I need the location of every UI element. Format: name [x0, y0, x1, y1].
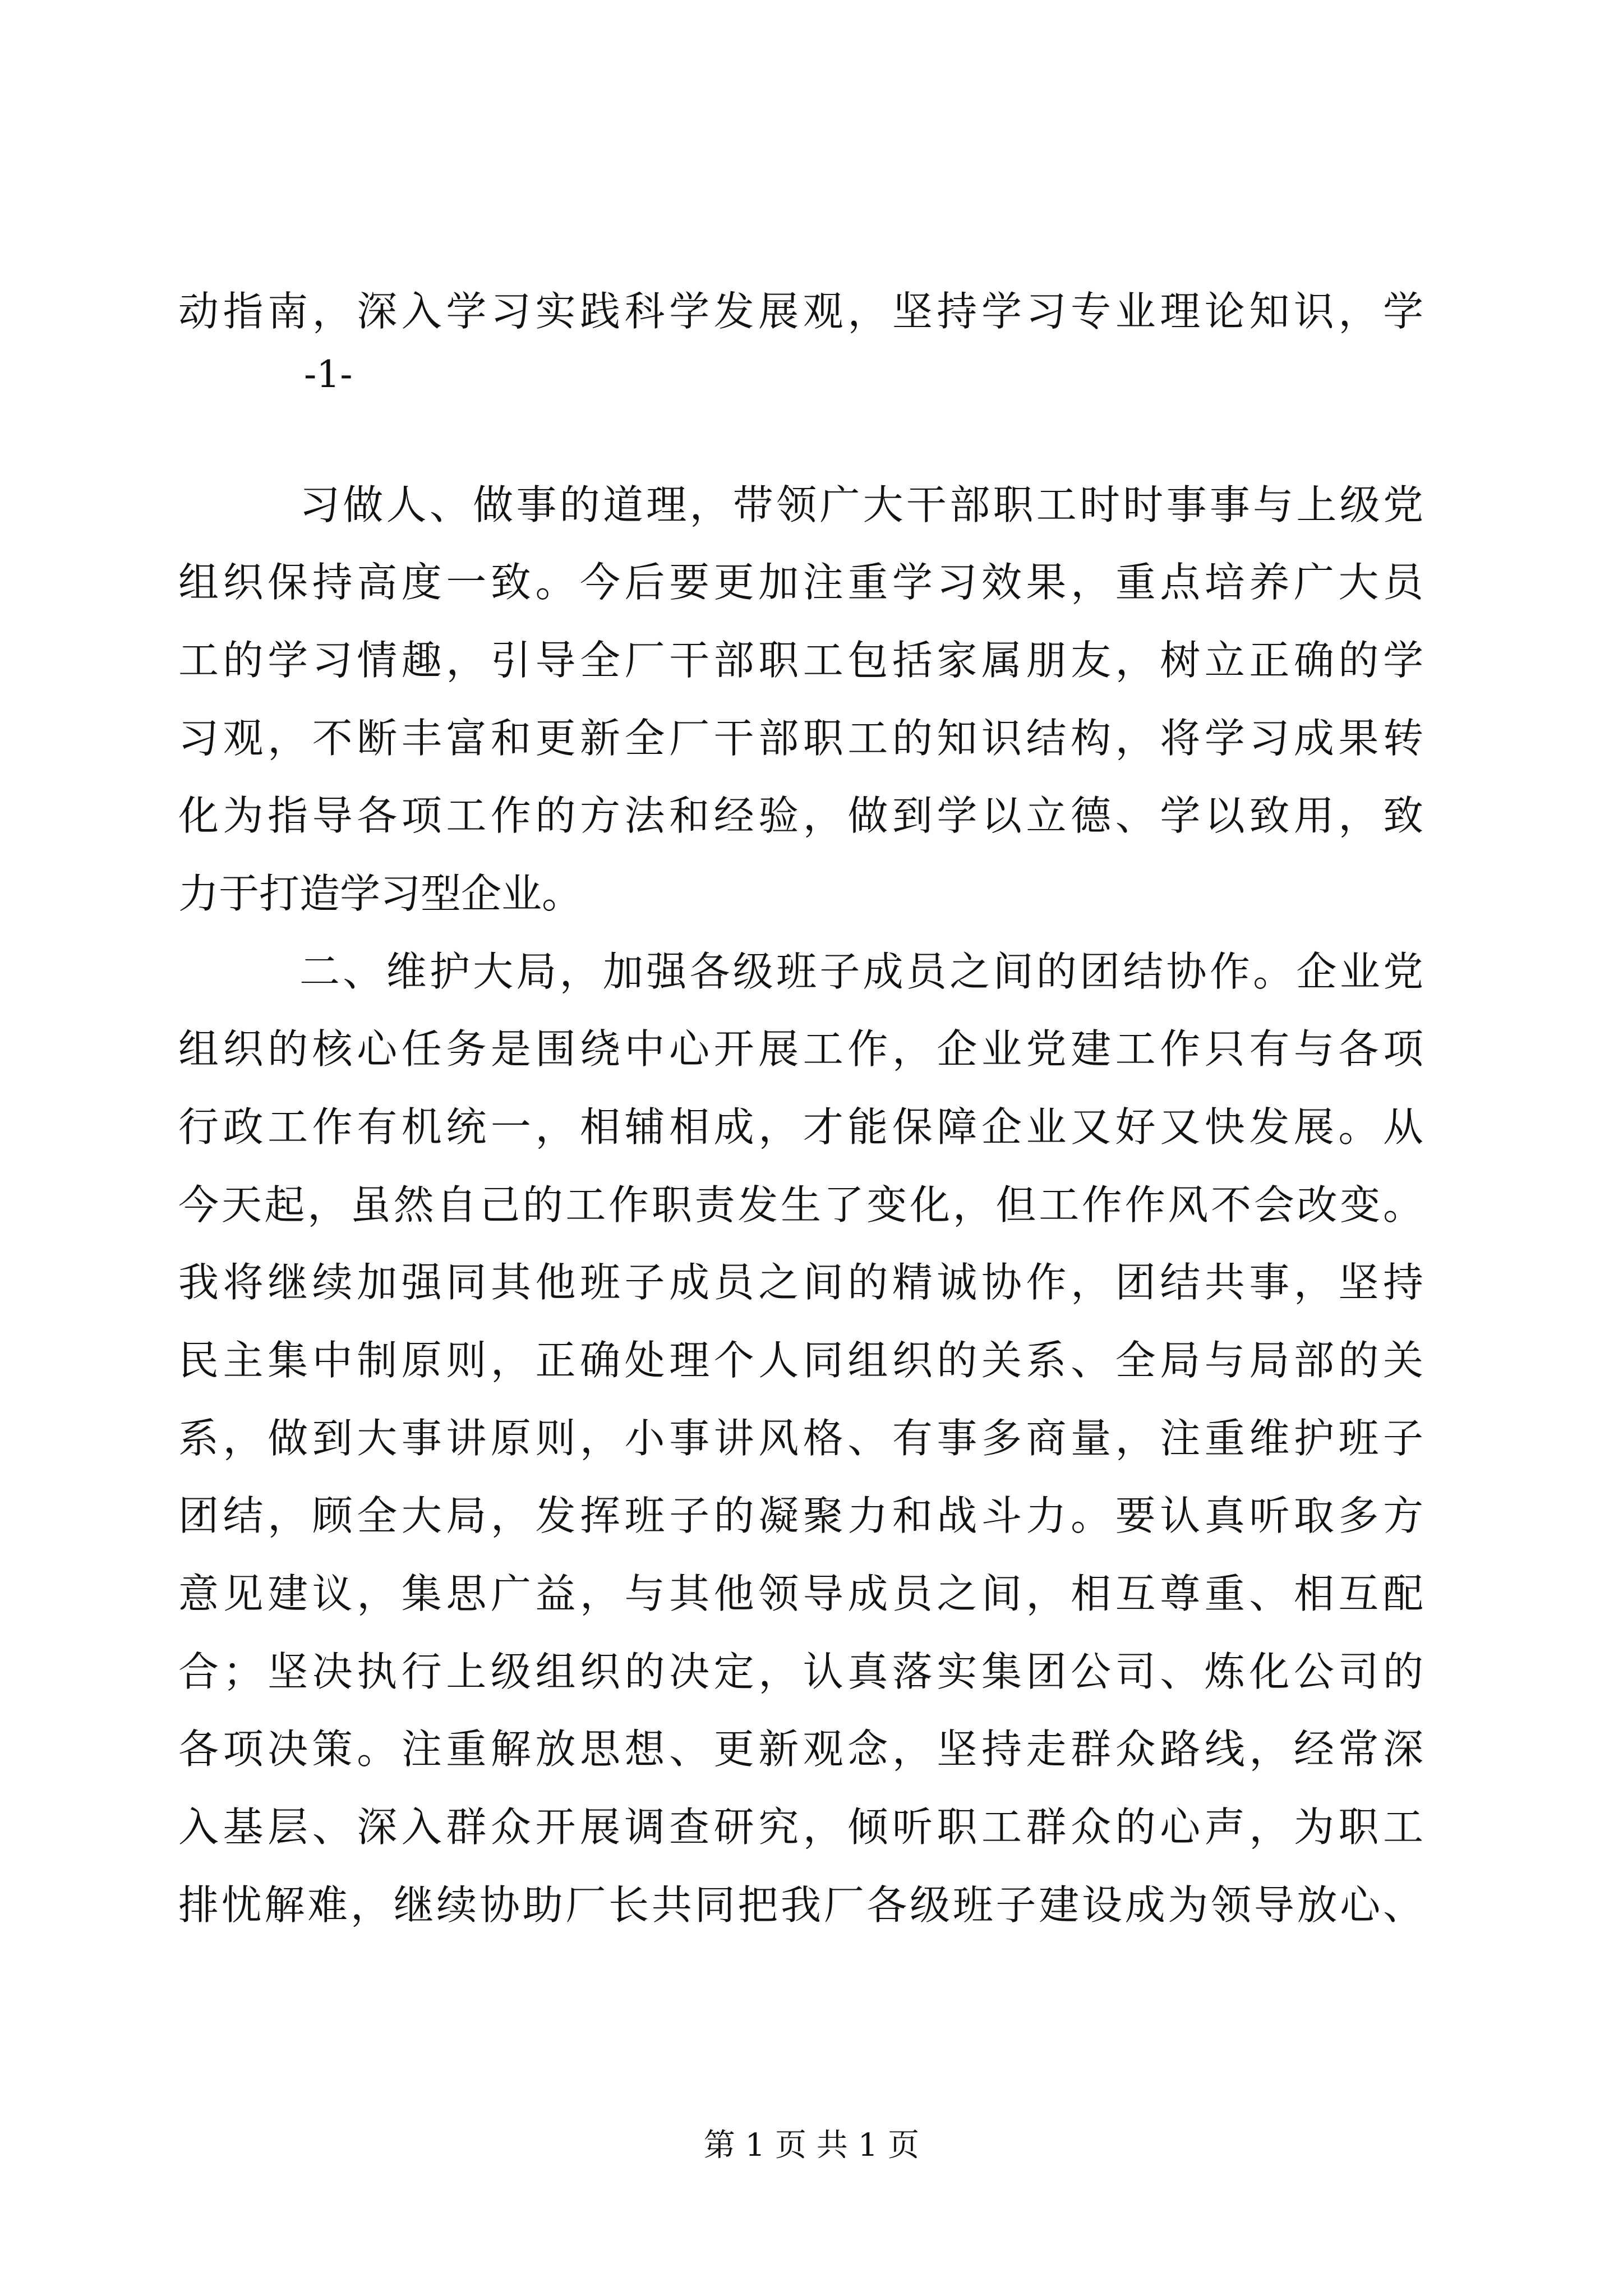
text-line-19: 入基层、深入群众开展调查研究，倾听职工群众的心声，为职工: [178, 1803, 1423, 1851]
text-line-5: 习观，不断丰富和更新全厂干部职工的知识结构，将学习成果转: [178, 715, 1423, 762]
page-footer: 第 1 页 共 1 页: [703, 2127, 920, 2164]
text-line-7: 力于打造学习型企业。: [178, 870, 583, 917]
text-line-10: 行政工作有机统一，相辅相成，才能保障企业又好又快发展。从: [178, 1103, 1423, 1151]
text-line-12: 我将继续加强同其他班子成员之间的精诚协作，团结共事，坚持: [178, 1259, 1423, 1306]
text-line-2: 习做人、做事的道理，带领广大干部职工时时事事与上级党: [299, 481, 1423, 528]
text-line-4: 工的学习情趣，引导全厂干部职工包括家属朋友，树立正确的学: [178, 637, 1423, 684]
text-line-18: 各项决策。注重解放思想、更新观念，坚持走群众路线，经常深: [178, 1726, 1423, 1773]
text-line-20: 排忧解难，继续协助厂长共同把我厂各级班子建设成为领导放心、: [178, 1881, 1423, 1929]
text-line-14: 系，做到大事讲原则，小事讲风格、有事多商量，注重维护班子: [178, 1415, 1423, 1462]
text-line-11: 今天起，虽然自己的工作职责发生了变化，但工作作风不会改变。: [178, 1181, 1423, 1228]
inline-page-number: -1-: [304, 353, 353, 396]
text-line-13: 民主集中制原则，正确处理个人同组织的关系、全局与局部的关: [178, 1337, 1423, 1384]
text-line-8: 二、维护大局，加强各级班子成员之间的团结协作。企业党: [299, 948, 1423, 995]
text-line-9: 组织的核心任务是围绕中心开展工作，企业党建工作只有与各项: [178, 1025, 1423, 1073]
text-line-3: 组织保持高度一致。今后要更加注重学习效果，重点培养广大员: [178, 559, 1423, 606]
text-line-1: 动指南，深入学习实践科学发展观，坚持学习专业理论知识，学: [178, 288, 1423, 335]
text-line-6: 化为指导各项工作的方法和经验，做到学以立德、学以致用，致: [178, 792, 1423, 839]
text-line-16: 意见建议，集思广益，与其他领导成员之间，相互尊重、相互配: [178, 1570, 1423, 1617]
text-line-17: 合；坚决执行上级组织的决定，认真落实集团公司、炼化公司的: [178, 1648, 1423, 1695]
text-line-15: 团结，顾全大局，发挥班子的凝聚力和战斗力。要认真听取多方: [178, 1492, 1423, 1539]
